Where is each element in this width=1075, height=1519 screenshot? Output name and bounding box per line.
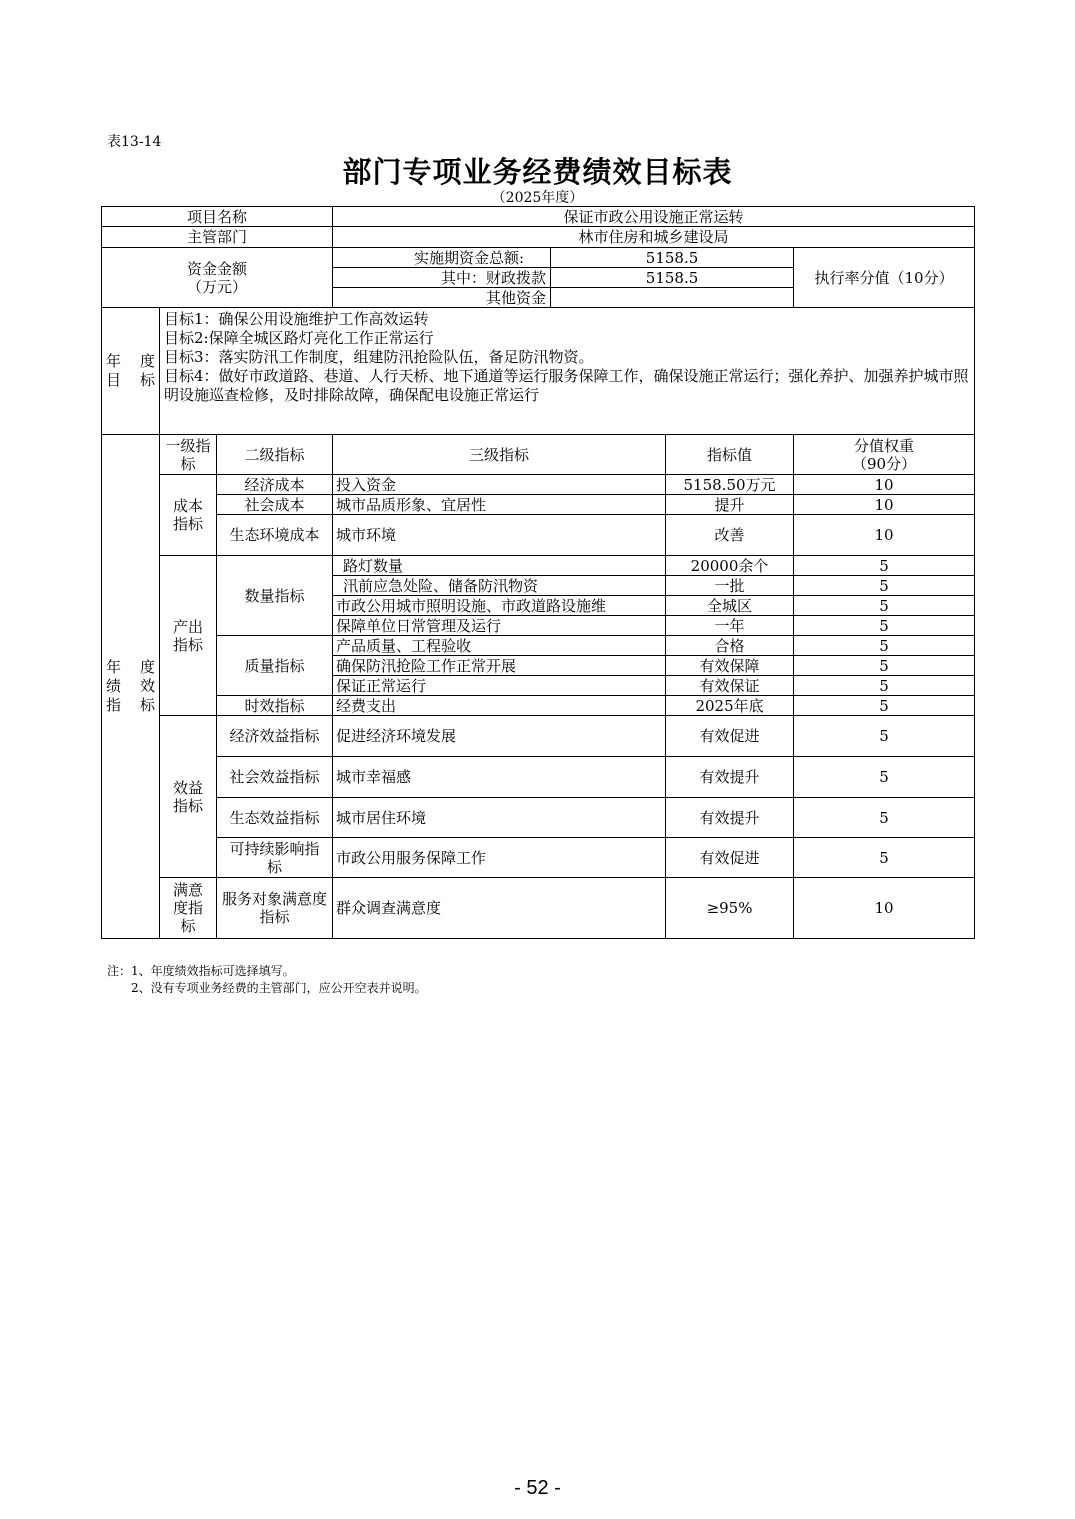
level2-cell: 数量指标 — [217, 556, 333, 636]
page-subtitle: （2025年度） — [491, 190, 584, 206]
group-benefit: 效益指标 — [160, 716, 217, 878]
value-cell: 有效保障 — [666, 656, 794, 676]
department-value: 林市住房和城乡建设局 — [333, 227, 975, 248]
value-cell: 改善 — [666, 515, 794, 556]
indicator-row — [102, 475, 975, 495]
level2-cell: 经济效益指标 — [217, 716, 333, 757]
level3-cell: 投入资金 — [333, 475, 666, 495]
level3-cell: 群众调查满意度 — [333, 878, 666, 939]
level2-cell: 社会成本 — [217, 495, 333, 515]
weight-cell: 5 — [794, 676, 975, 696]
annual-goals-text — [160, 308, 975, 435]
indicator-row — [102, 636, 975, 656]
fund-amount-label-line1: 资金金额 — [187, 259, 248, 278]
level3-cell: 汛前应急处险、储备防汛物资 — [333, 576, 666, 596]
value-cell: 一批 — [666, 576, 794, 596]
group-cost: 成本指标 — [160, 475, 217, 556]
indicator-row — [102, 556, 975, 576]
weight-cell: 10 — [794, 878, 975, 939]
weight-cell: 5 — [794, 576, 975, 596]
level3-cell: 产品质量、工程验收 — [333, 636, 666, 656]
indicator-row — [102, 798, 975, 838]
annual-goals-side-label: 年 度 目 标 — [102, 308, 160, 435]
execution-rate-label: 执行率分值（10分） — [794, 248, 975, 308]
fund-other-value — [551, 288, 794, 308]
group-satisfaction: 满意度指标 — [160, 878, 217, 939]
goal-1: 目标1：确保公用设施维护工作高效运转 — [164, 310, 429, 328]
level3-cell: 促进经济环境发展 — [333, 716, 666, 757]
value-cell: 有效提升 — [666, 757, 794, 798]
fund-amount-label — [102, 248, 333, 308]
indicator-row — [102, 757, 975, 798]
value-cell: 有效促进 — [666, 838, 794, 878]
indicator-row — [102, 696, 975, 716]
fund-total-label: 实施期资金总额: — [333, 248, 551, 268]
weight-cell: 5 — [794, 636, 975, 656]
weight-cell: 5 — [794, 696, 975, 716]
level3-cell: 保障单位日常管理及运行 — [333, 616, 666, 636]
level2-cell: 可持续影响指标 — [217, 838, 333, 878]
weight-cell: 10 — [794, 515, 975, 556]
level3-cell: 确保防汛抢险工作正常开展 — [333, 656, 666, 676]
value-cell: 合格 — [666, 636, 794, 656]
value-cell: 有效促进 — [666, 716, 794, 757]
value-cell: ≥95% — [666, 878, 794, 939]
goal-3: 目标3：落实防汛工作制度，组建防汛抢险队伍，备足防汛物资。 — [164, 348, 594, 366]
group-output: 产出指标 — [160, 556, 217, 716]
level3-cell: 经费支出 — [333, 696, 666, 716]
value-cell: 5158.50万元 — [666, 475, 794, 495]
level2-cell: 生态环境成本 — [217, 515, 333, 556]
fund-total-row — [102, 248, 975, 268]
level2-cell: 服务对象满意度指标 — [217, 878, 333, 939]
project-name-value: 保证市政公用设施正常运转 — [333, 207, 975, 227]
indicators-side-label: 年 度 绩 效 指 标 — [102, 435, 160, 939]
footnotes — [107, 963, 427, 997]
level2-cell: 经济成本 — [217, 475, 333, 495]
performance-target-table — [101, 206, 975, 939]
fund-other-label: 其他资金 — [333, 288, 551, 308]
indicator-row — [102, 838, 975, 878]
value-cell: 一年 — [666, 616, 794, 636]
goal-4: 目标4：做好市政道路、巷道、人行天桥、地下通道等运行服务保障工作，确保设施正常运行；强化养护、加强养护城市照明设施巡查检修，及时排除故障，确保配电设施正常运行 — [164, 367, 969, 404]
header-level3: 三级指标 — [333, 435, 666, 475]
footnote-2: 2、没有专项业务经费的主管部门，应公开空表并说明。 — [131, 981, 427, 995]
department-label: 主管部门 — [102, 227, 333, 248]
weight-cell: 5 — [794, 757, 975, 798]
level3-cell: 保证正常运行 — [333, 676, 666, 696]
page-title: 部门专项业务经费绩效目标表 — [342, 155, 733, 189]
value-cell: 2025年底 — [666, 696, 794, 716]
level2-cell: 社会效益指标 — [217, 757, 333, 798]
value-cell: 有效提升 — [666, 798, 794, 838]
level2-cell: 质量指标 — [217, 636, 333, 696]
indicator-row — [102, 878, 975, 939]
indicator-row — [102, 716, 975, 757]
fund-total-value: 5158.5 — [551, 248, 794, 268]
goal-2: 目标2:保障全城区路灯亮化工作正常运行 — [164, 329, 434, 347]
indicator-row — [102, 515, 975, 556]
fund-fiscal-value: 5158.5 — [551, 268, 794, 288]
header-value: 指标值 — [666, 435, 794, 475]
value-cell: 有效保证 — [666, 676, 794, 696]
header-level2: 二级指标 — [217, 435, 333, 475]
project-name-label: 项目名称 — [102, 207, 333, 227]
level3-cell: 城市品质形象、宜居性 — [333, 495, 666, 515]
indicator-header-row — [102, 435, 975, 475]
fund-amount-label-line2: （万元） — [187, 277, 248, 296]
weight-cell: 5 — [794, 596, 975, 616]
level3-cell: 市政公用城市照明设施、市政道路设施维 — [333, 596, 666, 616]
level3-cell: 市政公用服务保障工作 — [333, 838, 666, 878]
header-level1: 一级指标 — [160, 435, 217, 475]
table-number: 表13-14 — [107, 134, 162, 150]
value-cell: 全城区 — [666, 596, 794, 616]
annual-goals-row — [102, 308, 975, 435]
value-cell: 20000余个 — [666, 556, 794, 576]
level3-cell: 城市居住环境 — [333, 798, 666, 838]
level2-cell: 生态效益指标 — [217, 798, 333, 838]
level3-cell: 城市幸福感 — [333, 757, 666, 798]
footnote-1: 注：1、年度绩效指标可选择填写。 — [107, 964, 295, 978]
weight-cell: 5 — [794, 716, 975, 757]
project-name-row — [102, 207, 975, 227]
level2-cell: 时效指标 — [217, 696, 333, 716]
level3-cell: 路灯数量 — [333, 556, 666, 576]
weight-cell: 10 — [794, 495, 975, 515]
weight-cell: 5 — [794, 656, 975, 676]
weight-cell: 5 — [794, 838, 975, 878]
value-cell: 提升 — [666, 495, 794, 515]
header-weight: 分值权重 （90分） — [794, 435, 975, 475]
department-row — [102, 227, 975, 248]
fund-fiscal-label: 其中：财政拨款 — [333, 268, 551, 288]
weight-cell: 5 — [794, 798, 975, 838]
weight-cell: 10 — [794, 475, 975, 495]
indicator-row — [102, 495, 975, 515]
page-number: - 52 - — [514, 1477, 561, 1499]
weight-cell: 5 — [794, 556, 975, 576]
level3-cell: 城市环境 — [333, 515, 666, 556]
weight-cell: 5 — [794, 616, 975, 636]
